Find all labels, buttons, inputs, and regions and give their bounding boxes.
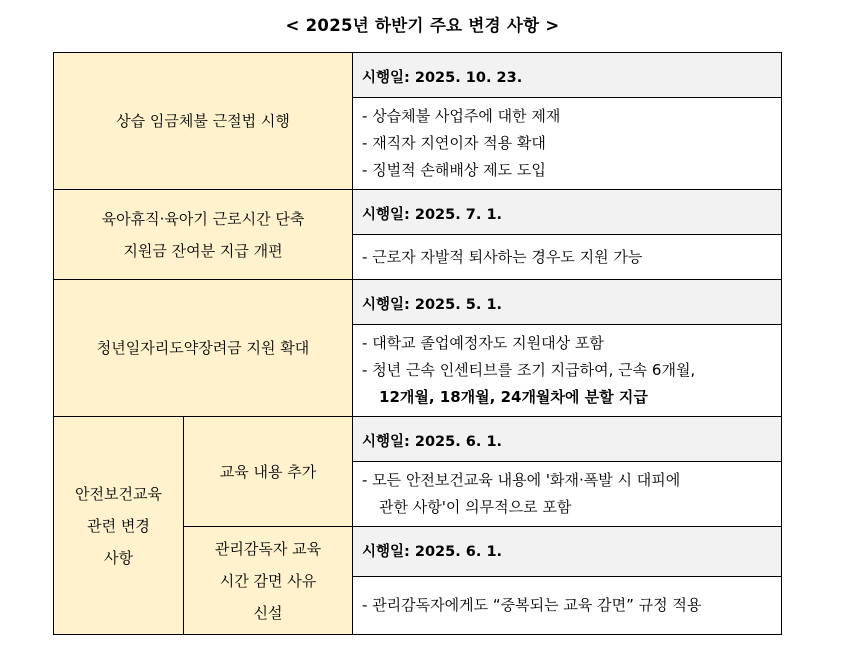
detail-item: - 청년 근속 인센티브를 조기 지급하여, 근속 6개월,	[362, 361, 696, 379]
detail-item: - 대학교 졸업예정자도 지원대상 포함	[362, 334, 604, 352]
details-cell	[353, 577, 782, 635]
details-cell	[353, 98, 782, 190]
group-label: 사항	[104, 548, 133, 567]
detail-item: - 징벌적 손해배상 제도 도입	[362, 161, 546, 179]
page-title: < 2025년 하반기 주요 변경 사항 >	[285, 16, 560, 35]
category-label: 육아휴직·육아기 근로시간 단축	[101, 209, 305, 228]
detail-item: 12개월, 18개월, 24개월차에 분할 지급	[379, 388, 648, 406]
group-label: 관련 변경	[87, 516, 150, 535]
category-label: 상습 임금체불 근절법 시행	[116, 112, 290, 130]
detail-item: - 근로자 자발적 퇴사하는 경우도 지원 가능	[362, 247, 643, 266]
subcategory-label: 시간 감면 사유	[219, 571, 317, 590]
category-cell	[54, 280, 353, 417]
detail-item: - 재직자 지연이자 적용 확대	[362, 134, 546, 152]
changes-table	[53, 52, 782, 635]
group-label: 안전보건교육	[75, 484, 162, 503]
effective-date: 시행일: 2025. 10. 23.	[353, 53, 782, 98]
details-cell	[353, 235, 782, 280]
subcategory-cell	[184, 527, 353, 635]
detail-item: - 관리감독자에게도 “중복되는 교육 감면” 규정 적용	[362, 596, 702, 614]
subcategory-label: 신설	[253, 603, 283, 622]
details-cell	[353, 462, 782, 527]
category-cell	[54, 190, 353, 280]
effective-date: 시행일: 2025. 5. 1.	[353, 280, 782, 325]
category-label: 청년일자리도약장려금 지원 확대	[96, 339, 310, 357]
detail-item: - 모든 안전보건교육 내용에 '화재·폭발 시 대피에	[362, 471, 681, 489]
category-cell	[54, 53, 353, 190]
detail-item: - 상습체불 사업주에 대한 제재	[362, 107, 561, 125]
subcategory-label: 관리감독자 교육	[214, 539, 322, 558]
group-category-cell	[54, 417, 184, 635]
detail-item: 관한 사항'이 의무적으로 포함	[379, 498, 572, 516]
subcategory-cell	[184, 417, 353, 527]
category-label: 지원금 잔여분 지급 개편	[123, 241, 283, 260]
effective-date: 시행일: 2025. 7. 1.	[353, 190, 782, 235]
details-cell	[353, 325, 782, 417]
effective-date: 시행일: 2025. 6. 1.	[353, 417, 782, 462]
effective-date: 시행일: 2025. 6. 1.	[353, 527, 782, 577]
subcategory-label: 교육 내용 추가	[219, 462, 317, 481]
